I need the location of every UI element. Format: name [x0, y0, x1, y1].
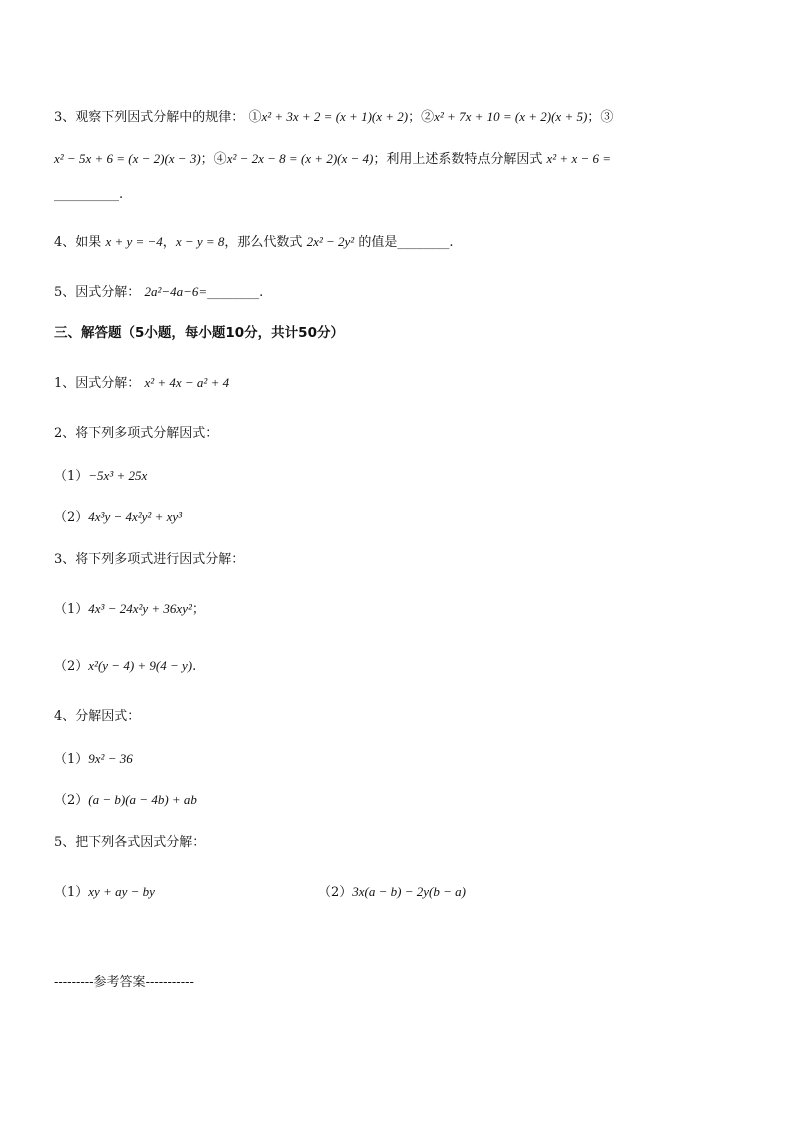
separator: ；	[408, 110, 422, 125]
p5-sub1	[54, 883, 155, 902]
p4-sub1	[54, 750, 133, 769]
q4-eq1: x + y = −4	[105, 234, 163, 249]
q3-text-b: ；利用上述系数特点分解因式	[373, 152, 543, 167]
p2-sub2-eq: 4x³y − 4x²y² + xy³	[88, 509, 183, 524]
p2-sub2	[54, 508, 182, 527]
q3-item3: ③	[600, 110, 614, 125]
q3-eq1: x² + 3x + 2 = (x + 1)(x + 2)	[261, 109, 409, 124]
p4-sub1-eq: 9x² − 36	[88, 751, 133, 766]
q5-blank: ________.	[207, 285, 264, 300]
p3-number: 3、	[54, 552, 76, 567]
q4-line	[54, 233, 453, 252]
q3-eq5: x² + x − 6 =	[546, 151, 612, 166]
p2-sub1-eq: −5x³ + 25x	[88, 468, 148, 483]
q3-text: 观察下列因式分解中的规律：	[75, 110, 245, 125]
p4-sub2	[54, 791, 197, 810]
p1-number: 1、	[54, 376, 76, 391]
p4-number: 4、	[54, 709, 76, 724]
separator: ；	[587, 110, 601, 125]
p3-sub1-end: ；	[191, 602, 205, 617]
p1-text: 因式分解：	[75, 376, 141, 391]
section3-title: 三、解答题（5小题，每小题10分，共计50分）	[54, 325, 344, 341]
p3-text: 将下列多项式进行因式分解：	[75, 552, 245, 567]
answers-header-dashes-right: -----------	[145, 975, 194, 990]
p2-sub2-label: （2）	[54, 510, 89, 525]
p4-text: 分解因式：	[75, 709, 141, 724]
p4-sub2-eq: (a − b)(a − 4b) + ab	[88, 792, 197, 807]
q3-eq3: x² − 5x + 6 = (x − 2)(x − 3)	[54, 151, 201, 166]
p1-eq: x² + 4x − a² + 4	[144, 375, 230, 390]
p3-sub2-eq: x²(y − 4) + 9(4 − y)	[88, 658, 193, 673]
p5-sub2-eq: 3x(a − b) − 2y(b − a)	[352, 884, 466, 899]
q4-text-b: ，那么代数式	[224, 235, 303, 250]
p2-line	[54, 425, 218, 443]
p3-sub1	[54, 600, 205, 619]
q3-item4: ④	[213, 152, 227, 167]
p1-line	[54, 374, 229, 393]
p2-sub1-label: （1）	[54, 469, 89, 484]
q3-number: 3、	[54, 110, 76, 125]
q5-eq: 2a²−4a−6=	[144, 284, 208, 299]
answers-header-label: 参考答案	[93, 975, 146, 990]
q4-text-c: 的值是________.	[358, 235, 454, 250]
p4-sub1-label: （1）	[54, 752, 89, 767]
p3-sub2-label: （2）	[54, 659, 89, 674]
p3-sub2	[54, 657, 196, 676]
q3-line1	[54, 108, 613, 127]
p5-line	[54, 834, 205, 852]
q5-line	[54, 283, 263, 302]
separator: ，	[162, 235, 176, 250]
p5-sub1-eq: xy + ay − by	[88, 884, 155, 899]
q3-item2: ②	[421, 110, 435, 125]
q3-line2	[54, 150, 611, 169]
p5-number: 5、	[54, 835, 76, 850]
q5-text: 因式分解：	[75, 285, 141, 300]
q3-eq2: x² + 7x + 10 = (x + 2)(x + 5)	[434, 109, 588, 124]
q4-eq2: x − y = 8	[175, 234, 225, 249]
p3-sub2-end: .	[192, 659, 197, 674]
p3-sub1-label: （1）	[54, 602, 89, 617]
q3-blank: __________.	[54, 187, 124, 202]
p5-sub2-label: （2）	[318, 885, 353, 900]
q3-item1: ①	[248, 110, 262, 125]
p3-sub1-eq: 4x³ − 24x²y + 36xy²	[88, 601, 192, 616]
q3-eq4: x² − 2x − 8 = (x + 2)(x − 4)	[226, 151, 374, 166]
q5-number: 5、	[54, 285, 76, 300]
p2-sub1	[54, 467, 147, 486]
p5-sub2	[318, 883, 466, 902]
p2-text: 将下列多项式分解因式：	[75, 426, 219, 441]
answers-header-dashes-left: ---------	[54, 975, 94, 990]
answers-header	[54, 974, 194, 992]
p3-line	[54, 551, 244, 569]
q4-text-a: 如果	[75, 235, 102, 250]
q4-eq3: 2x² − 2y²	[306, 234, 355, 249]
p5-text: 把下列各式因式分解：	[75, 835, 206, 850]
q4-number: 4、	[54, 235, 76, 250]
p5-sub1-label: （1）	[54, 885, 89, 900]
separator: ；	[200, 152, 214, 167]
p4-sub2-label: （2）	[54, 793, 89, 808]
p2-number: 2、	[54, 426, 76, 441]
p4-line	[54, 708, 140, 726]
